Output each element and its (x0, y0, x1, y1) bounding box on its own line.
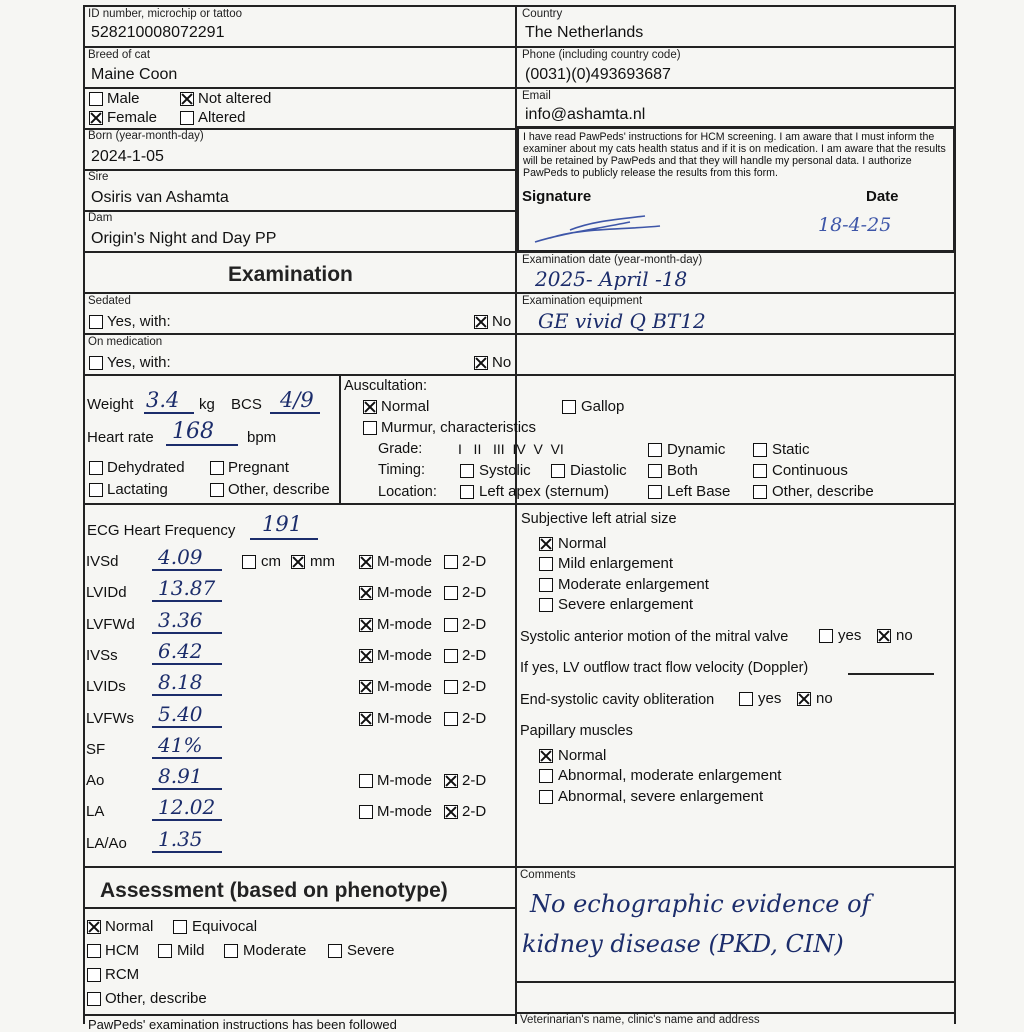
pap-severe-checkbox[interactable] (539, 790, 553, 804)
pap-severe-label: Abnormal, severe enlargement (558, 788, 764, 805)
diastolic-checkbox[interactable] (551, 464, 565, 478)
ausc-normal-label: Normal (381, 398, 430, 415)
mmode-checkbox-la[interactable] (359, 805, 373, 819)
echo-label-ivss: IVSs (86, 647, 118, 664)
twod-label: 2-D (462, 678, 487, 695)
id-value: 528210008072291 (91, 24, 225, 41)
esco-no-label: no (816, 690, 833, 707)
echo-underline (152, 694, 222, 696)
breed-label: Breed of cat (88, 49, 151, 61)
both-checkbox[interactable] (648, 464, 662, 478)
echo-value-ivsd: 4.09 (158, 545, 203, 569)
vet-label: Veterinarian's name, clinic's name and address (520, 1014, 760, 1026)
static-checkbox[interactable] (753, 443, 767, 457)
echo-value-lvfwd: 3.36 (158, 608, 203, 632)
hcm-checkbox[interactable] (87, 944, 101, 958)
esco-no-checkbox[interactable] (797, 692, 811, 706)
twod-label: 2-D (462, 710, 487, 727)
breed-value: Maine Coon (91, 66, 178, 83)
not-altered-label: Not altered (198, 90, 272, 107)
exam-date-value: 2025- April -18 (535, 267, 688, 291)
echo-underline (152, 726, 222, 728)
sedated-no-label: No (492, 313, 512, 330)
mmode-label: M-mode (377, 678, 433, 695)
unit-cm-checkbox[interactable] (242, 555, 256, 569)
mmode-label: M-mode (377, 647, 433, 664)
sedated-label: Sedated (88, 295, 131, 307)
atrial-severe-label: Severe enlargement (558, 596, 694, 613)
echo-underline (152, 569, 222, 571)
heart-rate-unit: bpm (247, 429, 277, 446)
echo-label-lvids: LVIDs (86, 678, 126, 695)
echo-value-sf: 41% (158, 733, 203, 757)
twod-label: 2-D (462, 584, 487, 601)
ausc-normal-checkbox[interactable] (363, 400, 377, 414)
dehydrated-checkbox[interactable] (89, 461, 103, 475)
pregnant-label: Pregnant (228, 459, 289, 476)
echo-value-ao: 8.91 (158, 764, 203, 788)
both-label: Both (667, 462, 698, 479)
vitals-other-label: Other, describe (228, 481, 330, 498)
atrial-moderate-label: Moderate enlargement (558, 576, 709, 593)
atrial-moderate-checkbox[interactable] (539, 578, 553, 592)
medication-label: On medication (88, 336, 163, 348)
unit-mm-label: mm (310, 553, 335, 570)
country-value: The Netherlands (525, 24, 644, 41)
weight-value: 3.4 (146, 388, 180, 412)
email-label: Email (522, 90, 551, 102)
rcm-checkbox[interactable] (87, 968, 101, 982)
echo-label-la-ao: LA/Ao (86, 835, 127, 852)
murmur-checkbox[interactable] (363, 421, 377, 435)
twod-label: 2-D (462, 772, 487, 789)
echo-label-lvidd: LVIDd (86, 584, 127, 601)
echo-value-la: 12.02 (158, 795, 216, 819)
male-checkbox[interactable] (89, 92, 103, 106)
echo-underline (152, 851, 222, 853)
twod-checkbox-lvidd[interactable] (444, 586, 458, 600)
atrial-title: Subjective left atrial size (521, 511, 677, 527)
examination-title: Examination (228, 263, 353, 286)
heart-rate-label: Heart rate (87, 429, 154, 446)
instructions-note: PawPeds' examination instructions has been followed (88, 1017, 397, 1032)
sam-label: Systolic anterior motion of the mitral valve (520, 629, 789, 645)
twod-label: 2-D (462, 647, 487, 664)
esco-yes-label: yes (758, 690, 782, 707)
mild-label: Mild (177, 942, 205, 959)
date-label: Date (866, 188, 899, 205)
country-label: Country (522, 8, 563, 20)
lvot-label: If yes, LV outflow tract flow velocity (Doppler) (520, 660, 809, 676)
echo-label-la: LA (86, 803, 105, 820)
phone-value: (0031)(0)493693687 (525, 66, 671, 83)
mmode-label: M-mode (377, 803, 433, 820)
echo-label-lvfwd: LVFWd (86, 616, 135, 633)
assess-normal-label: Normal (105, 918, 154, 935)
vitals-other-checkbox[interactable] (210, 483, 224, 497)
gallop-checkbox[interactable] (562, 400, 576, 414)
mmode-checkbox-ivsd[interactable] (359, 555, 373, 569)
sam-no-checkbox[interactable] (877, 629, 891, 643)
papillary-title: Papillary muscles (520, 723, 633, 739)
exam-date-label: Examination date (year-month-day) (522, 254, 703, 266)
phone-label: Phone (including country code) (522, 49, 681, 61)
continuous-checkbox[interactable] (753, 464, 767, 478)
mmode-label: M-mode (377, 616, 433, 633)
twod-checkbox-lvids[interactable] (444, 680, 458, 694)
mmode-label: M-mode (377, 710, 433, 727)
ecg-label: ECG Heart Frequency (87, 522, 236, 539)
location-other-label: Other, describe (772, 483, 874, 500)
sedated-yes-label: Yes, with: (107, 313, 171, 330)
not-altered-checkbox[interactable] (180, 92, 194, 106)
pregnant-checkbox[interactable] (210, 461, 224, 475)
echo-value-lvfws: 5.40 (158, 702, 203, 726)
female-checkbox[interactable] (89, 111, 103, 125)
comments-label: Comments (520, 869, 576, 881)
weight-unit: kg (199, 396, 215, 413)
auscultation-title: Auscultation: (344, 378, 428, 394)
dynamic-label: Dynamic (667, 441, 726, 458)
equipment-value: GE vivid Q BT12 (538, 309, 706, 333)
altered-checkbox[interactable] (180, 111, 194, 125)
born-value: 2024-1-05 (91, 148, 164, 165)
twod-checkbox-ao[interactable] (444, 774, 458, 788)
heart-rate-value: 168 (172, 419, 214, 444)
sam-no-label: no (896, 627, 913, 644)
timing-label: Timing: (378, 462, 425, 478)
systolic-checkbox[interactable] (460, 464, 474, 478)
atrial-normal-checkbox[interactable] (539, 537, 553, 551)
echo-value-lvidd: 13.87 (158, 576, 216, 600)
email-value: info@ashamta.nl (525, 106, 646, 123)
systolic-label: Systolic (479, 462, 531, 479)
mild-checkbox[interactable] (158, 944, 172, 958)
mmode-label: M-mode (377, 553, 433, 570)
medication-yes-label: Yes, with: (107, 354, 171, 371)
left-apex-checkbox[interactable] (460, 485, 474, 499)
location-label: Location: (378, 484, 437, 500)
echo-value-ivss: 6.42 (158, 639, 203, 663)
murmur-label: Murmur, characteristics (381, 419, 537, 436)
severe-checkbox[interactable] (328, 944, 342, 958)
esco-label: End-systolic cavity obliteration (520, 692, 715, 708)
born-label: Born (year-month-day) (88, 130, 204, 142)
atrial-normal-label: Normal (558, 535, 607, 552)
left-apex-label: Left apex (sternum) (479, 483, 610, 500)
twod-label: 2-D (462, 553, 487, 570)
twod-checkbox-la[interactable] (444, 805, 458, 819)
ecg-value: 191 (262, 512, 303, 536)
bcs-value: 4/9 (280, 388, 314, 412)
dam-label: Dam (88, 212, 113, 224)
diastolic-label: Diastolic (570, 462, 627, 479)
id-label: ID number, microchip or tattoo (88, 8, 243, 20)
sedated-yes-checkbox[interactable] (89, 315, 103, 329)
medication-yes-checkbox[interactable] (89, 356, 103, 370)
assess-normal-checkbox[interactable] (87, 920, 101, 934)
mmode-checkbox-lvfwd[interactable] (359, 618, 373, 632)
echo-label-ivsd: IVSd (86, 553, 119, 570)
echo-underline (152, 757, 222, 759)
female-label: Female (107, 109, 158, 126)
mmode-checkbox-lvidd[interactable] (359, 586, 373, 600)
twod-checkbox-lvfwd[interactable] (444, 618, 458, 632)
echo-underline (152, 632, 222, 634)
echo-value-la-ao: 1.35 (158, 827, 203, 851)
severe-label: Severe (347, 942, 395, 959)
echo-underline (152, 788, 222, 790)
assessment-title: Assessment (based on phenotype) (100, 879, 448, 902)
altered-label: Altered (198, 109, 246, 126)
assess-other-checkbox[interactable] (87, 992, 101, 1006)
mmode-checkbox-ao[interactable] (359, 774, 373, 788)
continuous-label: Continuous (772, 462, 848, 479)
left-base-checkbox[interactable] (648, 485, 662, 499)
assess-other-label: Other, describe (105, 990, 207, 1007)
twod-checkbox-lvfws[interactable] (444, 712, 458, 726)
dynamic-checkbox[interactable] (648, 443, 662, 457)
unit-mm-checkbox[interactable] (291, 555, 305, 569)
dam-value: Origin's Night and Day PP (91, 230, 277, 247)
lactating-checkbox[interactable] (89, 483, 103, 497)
consent-text: I have read PawPeds' instructions for HCM screening. I am aware that I must inform the examiner about my cats health status and if it is on medication. I am aware that the results will be retained by PawPeds and that they will handle my personal data. I authorize PawPeds to publicly release the results from this form. (523, 131, 946, 179)
unit-cm-label: cm (261, 553, 281, 570)
location-other-checkbox[interactable] (753, 485, 767, 499)
moderate-checkbox[interactable] (224, 944, 238, 958)
atrial-mild-label: Mild enlargement (558, 555, 674, 572)
twod-label: 2-D (462, 803, 487, 820)
twod-checkbox-ivsd[interactable] (444, 555, 458, 569)
twod-label: 2-D (462, 616, 487, 633)
sire-label: Sire (88, 171, 109, 183)
static-label: Static (772, 441, 810, 458)
sire-value: Osiris van Ashamta (91, 189, 229, 206)
mmode-checkbox-ivss[interactable] (359, 649, 373, 663)
left-base-label: Left Base (667, 483, 731, 500)
sedated-no-checkbox[interactable] (474, 315, 488, 329)
bcs-label: BCS (231, 396, 262, 413)
sam-yes-checkbox[interactable] (819, 629, 833, 643)
rcm-label: RCM (105, 966, 140, 983)
mmode-label: M-mode (377, 584, 433, 601)
signature-label: Signature (522, 188, 592, 205)
echo-value-lvids: 8.18 (158, 670, 203, 694)
moderate-label: Moderate (243, 942, 307, 959)
equivocal-checkbox[interactable] (173, 920, 187, 934)
male-label: Male (107, 90, 140, 107)
signed-date: 18-4-25 (818, 214, 892, 236)
grade-values: I II III IV V VI (458, 441, 564, 457)
signature-scribble (530, 208, 670, 248)
echo-underline (152, 819, 222, 821)
comments-line1: No echographic evidence of (530, 890, 871, 918)
equivocal-label: Equivocal (192, 918, 258, 935)
gallop-label: Gallop (581, 398, 625, 415)
echo-underline (152, 663, 222, 665)
sam-yes-label: yes (838, 627, 862, 644)
echo-underline (152, 600, 222, 602)
lactating-label: Lactating (107, 481, 168, 498)
pap-moderate-label: Abnormal, moderate enlargement (558, 767, 782, 784)
mmode-checkbox-lvfws[interactable] (359, 712, 373, 726)
mmode-checkbox-lvids[interactable] (359, 680, 373, 694)
echo-label-sf: SF (86, 741, 106, 758)
atrial-severe-checkbox[interactable] (539, 598, 553, 612)
atrial-mild-checkbox[interactable] (539, 557, 553, 571)
twod-checkbox-ivss[interactable] (444, 649, 458, 663)
echo-label-lvfws: LVFWs (86, 710, 135, 727)
grade-label: Grade: (378, 441, 423, 457)
medication-no-checkbox[interactable] (474, 356, 488, 370)
medication-no-label: No (492, 354, 512, 371)
comments-line2: kidney disease (PKD, CIN) (522, 930, 844, 958)
equipment-label: Examination equipment (522, 295, 643, 307)
weight-label: Weight (87, 396, 134, 413)
mmode-label: M-mode (377, 772, 433, 789)
hcm-label: HCM (105, 942, 140, 959)
dehydrated-label: Dehydrated (107, 459, 185, 476)
pap-normal-label: Normal (558, 747, 607, 764)
esco-yes-checkbox[interactable] (739, 692, 753, 706)
pap-moderate-checkbox[interactable] (539, 769, 553, 783)
echo-label-ao: Ao (86, 772, 105, 789)
pap-normal-checkbox[interactable] (539, 749, 553, 763)
